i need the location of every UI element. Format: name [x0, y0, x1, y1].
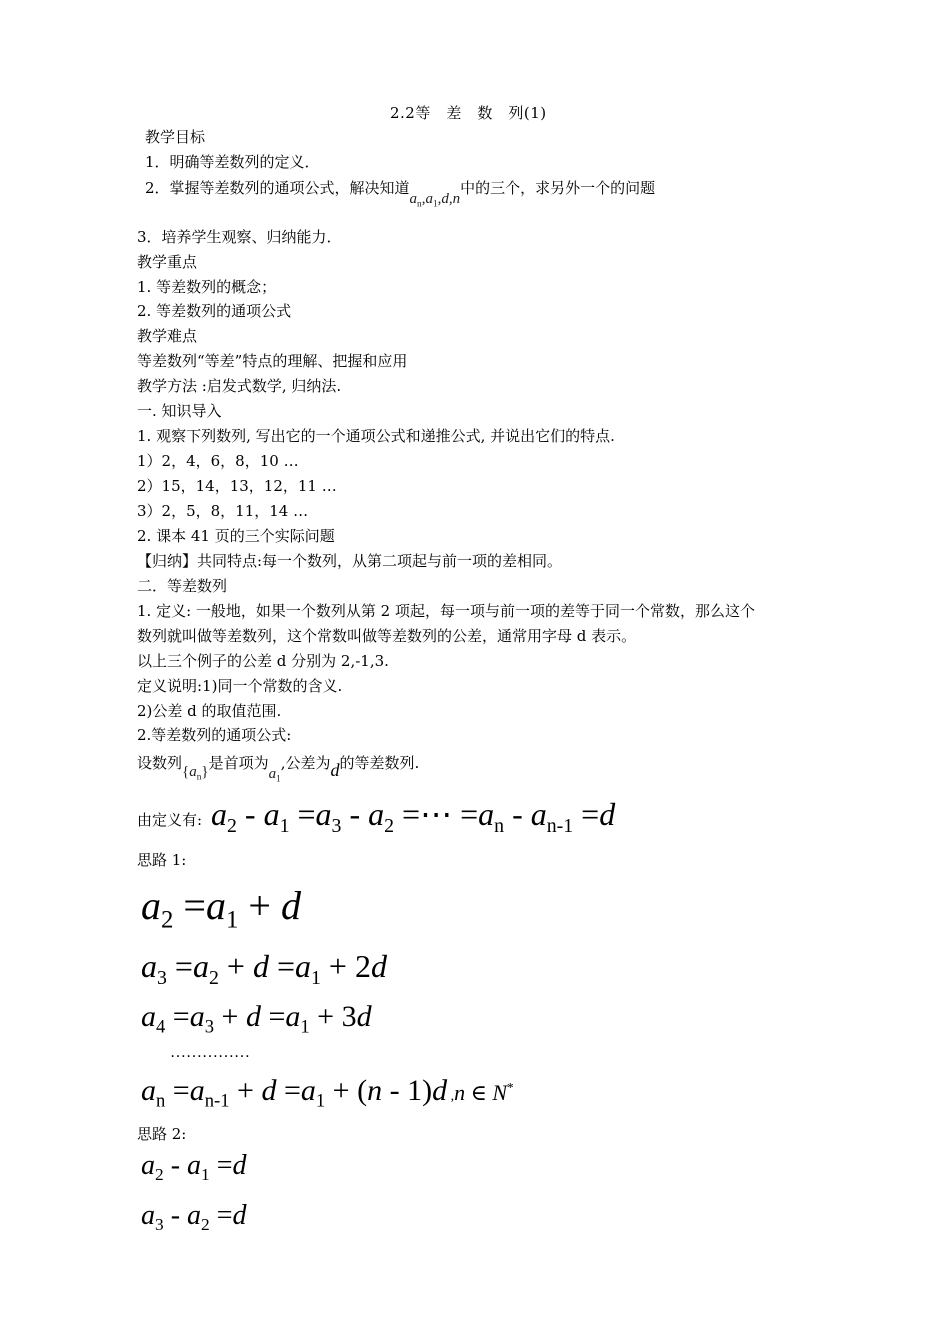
idea-2-label: 思路 2:: [137, 1125, 187, 1143]
objective-2-text-before: 2．掌握等差数列的通项公式，解决知道: [145, 179, 410, 197]
first-term-symbol: $a_1$: [268, 766, 281, 785]
d-symbol: d: [330, 760, 340, 780]
teaching-method: 教学方法 :启发式数学, 归纳法.: [137, 377, 342, 395]
observe-task: 1. 观察下列数列, 写出它的一个通项公式和递推公式, 并说出它们的特点.: [137, 427, 615, 445]
section-2-heading: 二．等差数列: [137, 577, 228, 595]
continuation-dots: ……………: [170, 1044, 250, 1061]
objective-1: 1．明确等差数列的定义．: [145, 153, 320, 171]
equation-diff-2: $a_3 - a_2 =d$: [141, 1200, 247, 1235]
summary: 【归纳】共同特点:每一个数列，从第二项起与前一项的差相同。: [137, 552, 563, 570]
setup-text-1: 设数列: [137, 754, 183, 772]
difficulty-heading: 教学难点: [137, 327, 198, 345]
equation-diff-1: $a_2 - a_1 =d$: [141, 1150, 247, 1185]
setup-text-4: 的等差数列.: [339, 754, 420, 772]
sequence-an-symbol: $\{a_n\}$: [182, 764, 209, 783]
setup-line: [137, 752, 420, 785]
definition-line-1: 1. 定义: 一般地，如果一个数列从第 2 项起，每一项与前一项的差等于同一个常数，那么这个: [137, 602, 755, 620]
key-point-2: 2. 等差数列的通项公式: [137, 302, 292, 320]
objective-3: 3．培养学生观察、归纳能力．: [137, 228, 342, 246]
key-points-heading: 教学重点: [137, 253, 198, 271]
objective-2-text-after: 中的三个，求另外一个的问题: [460, 179, 656, 197]
objectives-heading: 教学目标: [145, 128, 206, 146]
section-1-heading: 一. 知识导入: [137, 402, 222, 420]
formula-heading: 2.等差数列的通项公式:: [137, 726, 292, 744]
key-point-1: 1. 等差数列的概念；: [137, 278, 277, 296]
definition-note-1: 定义说明:1)同一个常数的含义.: [137, 677, 343, 695]
objective-2: [145, 178, 656, 210]
page-title: 2.2等 差 数 列(1): [390, 104, 547, 122]
idea-1-label: 思路 1:: [137, 851, 187, 869]
sequence-1: 1）2，4，6，8，10 …: [137, 452, 299, 470]
definition-line-2: 数列就叫做等差数列，这个常数叫做等差数列的公差，通常用字母 d 表示。: [137, 627, 637, 645]
equation-a2: $a_2 =a_1 + d$: [141, 883, 301, 934]
definition-note-2: 2)公差 d 的取值范围.: [137, 702, 282, 720]
setup-text-3: ,公差为: [280, 754, 331, 772]
equation-a4: $a_4 =a_3 + d =a_1 + 3d$: [141, 1000, 372, 1038]
sequence-2: 2）15，14，13，12，11 …: [137, 477, 337, 495]
difficulty-1: 等差数列“等差”特点的理解、把握和应用: [137, 352, 408, 370]
setup-text-2: 是首项为: [208, 754, 269, 772]
objective-2-formula: $a_n,a_1,d,n$: [409, 191, 461, 210]
equation-an: $a_n =a_{n-1} + d =a_1 + (n - 1)d$ ,n ∈ N*: [141, 1074, 514, 1112]
by-definition-label: 由定义有:: [137, 811, 203, 829]
sequence-3: 3）2，5，8，11，14 …: [137, 502, 309, 520]
examples-common-difference: 以上三个例子的公差 d 分别为 2,-1,3.: [137, 652, 389, 670]
equation-a3: $a_3 =a_2 + d =a_1 + 2d$: [141, 948, 387, 989]
definition-equation: $a_2 - a_1 =a_3 - a_2$ =⋯ $=a_n - a_{n-1} =d$: [211, 796, 616, 837]
textbook-problems: 2. 课本 41 页的三个实际问题: [137, 527, 335, 545]
